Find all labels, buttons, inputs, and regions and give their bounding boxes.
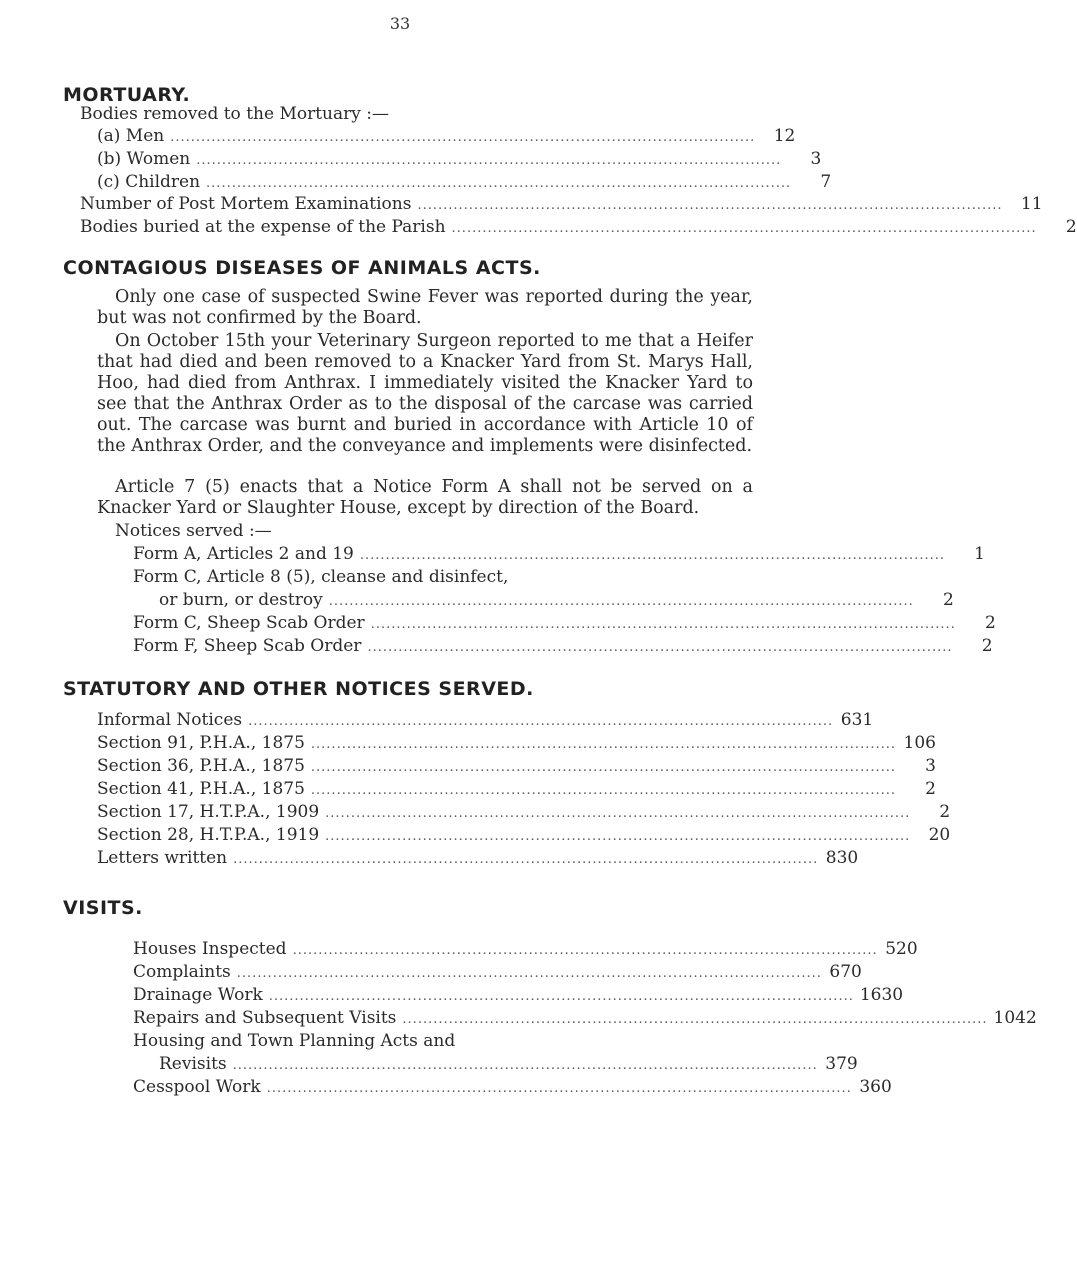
row-value: 2 bbox=[981, 636, 993, 656]
page-number: 33 bbox=[389, 14, 411, 33]
row-value: 12 bbox=[773, 126, 796, 146]
statutory-row bbox=[97, 755, 936, 777]
row-value: 1042 bbox=[993, 1008, 1037, 1028]
leader-dots: .................................................................................................................. bbox=[268, 989, 854, 1004]
statutory-row bbox=[97, 801, 951, 823]
leader-dots: .................................................................................................................. bbox=[325, 829, 911, 844]
leader-dots: .................................................................................................................. bbox=[292, 943, 878, 958]
visits-row bbox=[133, 1076, 892, 1098]
leader-dots: .................................................................................................................. bbox=[310, 737, 896, 752]
row-value: 631 bbox=[840, 710, 874, 730]
row-label: Repairs and Subsequent Visits bbox=[133, 1008, 397, 1028]
row-label: Form A, Articles 2 and 19 bbox=[133, 544, 354, 564]
statutory-row bbox=[97, 732, 936, 754]
row-value: 1 bbox=[974, 544, 985, 564]
leader-dots: .................................................................................................................. bbox=[236, 966, 822, 981]
row-label: (c) Children bbox=[97, 172, 201, 192]
row-value: 7 bbox=[820, 172, 832, 192]
leader-dots: .................................................................................................................. bbox=[248, 714, 834, 729]
row-value: 2 bbox=[984, 613, 996, 633]
row-value: 360 bbox=[859, 1077, 892, 1097]
statutory-row bbox=[97, 824, 951, 846]
leader-dots: .................................................................................................................. bbox=[370, 617, 956, 632]
row-label: Cesspool Work bbox=[133, 1077, 261, 1097]
leader-dots: .................................................................................................................. bbox=[232, 1058, 818, 1073]
leader-dots: .................................................................................................................. bbox=[310, 783, 896, 798]
leader-dots: .................................................................................................................. bbox=[367, 640, 953, 655]
notice-row-label-line1: Form C, Article 8 (5), cleanse and disinfect, bbox=[133, 567, 509, 587]
notice-row bbox=[133, 612, 996, 634]
leader-dots: .................................................................................................................. bbox=[266, 1081, 852, 1096]
leader-dots: .................................................................................................................. bbox=[196, 153, 782, 168]
row-label: or burn, or destroy bbox=[159, 590, 323, 610]
contagious-heading: CONTAGIOUS DISEASES OF ANIMALS ACTS. bbox=[63, 257, 541, 279]
row-label: (b) Women bbox=[97, 149, 191, 169]
row-value: 2 bbox=[1065, 217, 1077, 237]
mortuary-row-children bbox=[97, 171, 832, 193]
contagious-paragraph-2: On October 15th your Veterinary Surgeon reported to me that a Heifer that had died and been removed to a Knacker Yard from St. Marys Hall, Hoo, had died from Anthrax. I immediately visited the Knacker Yard to see that the Anthrax Order as to the disposal of the carcase was carried out. The carcase was burnt and buried in accordance with Article 10 of the Anthrax Order, and the conveyance and implements were disinfected. bbox=[97, 331, 753, 456]
leader-dots: .................................................................................................................. bbox=[451, 221, 1037, 236]
leader-dots: .................................................................................................................. bbox=[325, 806, 911, 821]
row-value: 670 bbox=[829, 962, 862, 982]
row-value: 2 bbox=[939, 802, 951, 822]
mortuary-intro: Bodies removed to the Mortuary :— bbox=[80, 104, 389, 124]
row-label: Bodies buried at the expense of the Parish bbox=[80, 217, 446, 237]
statutory-row bbox=[97, 709, 874, 731]
statutory-heading: STATUTORY AND OTHER NOTICES SERVED. bbox=[63, 678, 534, 700]
row-value: 1630 bbox=[859, 985, 904, 1005]
row-label: Form C, Sheep Scab Order bbox=[133, 613, 365, 633]
row-value: 20 bbox=[928, 825, 951, 845]
statutory-row bbox=[97, 847, 859, 869]
leader-dots: .................................................................................................................. bbox=[359, 548, 945, 563]
mortuary-row-postmortem bbox=[80, 193, 1043, 215]
leader-dots: .................................................................................................................. bbox=[233, 852, 819, 867]
visits-row bbox=[133, 1007, 1037, 1029]
leader-dots: .................................................................................................................. bbox=[417, 198, 1003, 213]
row-label: Drainage Work bbox=[133, 985, 263, 1005]
mortuary-heading: MORTUARY. bbox=[63, 84, 191, 106]
mortuary-row-parish bbox=[80, 216, 1077, 238]
contagious-paragraph-3: Article 7 (5) enacts that a Notice Form A shall not be served on a Knacker Yard or Slaughter House, except by direction of the Board. bbox=[97, 477, 753, 518]
notice-row bbox=[133, 635, 993, 657]
row-label: Section 91, P.H.A., 1875 bbox=[97, 733, 305, 753]
row-value: 2 bbox=[942, 590, 954, 610]
row-label: Complaints bbox=[133, 962, 231, 982]
notice-row bbox=[133, 543, 985, 565]
statutory-row bbox=[97, 778, 936, 800]
row-value: 379 bbox=[825, 1054, 858, 1074]
notice-row bbox=[159, 589, 954, 611]
row-value: 520 bbox=[885, 939, 918, 959]
notices-intro: Notices served :— bbox=[115, 521, 272, 541]
contagious-paragraph-1: Only one case of suspected Swine Fever was reported during the year, but was not confirmed by the Board. bbox=[97, 287, 753, 328]
row-value: 3 bbox=[925, 756, 936, 776]
visits-heading: VISITS. bbox=[63, 897, 143, 919]
row-label: Section 17, H.T.P.A., 1909 bbox=[97, 802, 320, 822]
leader-dots: .................................................................................................................. bbox=[170, 130, 756, 145]
row-label: Letters written bbox=[97, 848, 228, 868]
row-value: 11 bbox=[1020, 194, 1043, 214]
row-label: Section 36, P.H.A., 1875 bbox=[97, 756, 305, 776]
visits-row-label-line1: Housing and Town Planning Acts and bbox=[133, 1031, 456, 1051]
visits-row bbox=[133, 938, 918, 960]
row-label: (a) Men bbox=[97, 126, 165, 146]
visits-row bbox=[133, 961, 862, 983]
row-label: Section 28, H.T.P.A., 1919 bbox=[97, 825, 320, 845]
row-label: Section 41, P.H.A., 1875 bbox=[97, 779, 305, 799]
row-label: Revisits bbox=[159, 1054, 227, 1074]
row-label: Houses Inspected bbox=[133, 939, 287, 959]
row-label: Informal Notices bbox=[97, 710, 243, 730]
visits-row bbox=[133, 984, 904, 1006]
row-value: 106 bbox=[903, 733, 936, 753]
leader-dots: .................................................................................................................. bbox=[402, 1012, 988, 1027]
visits-row bbox=[159, 1053, 858, 1075]
leader-dots: .................................................................................................................. bbox=[310, 760, 896, 775]
row-value: 830 bbox=[825, 848, 859, 868]
row-value: 2 bbox=[925, 779, 936, 799]
leader-dots: .................................................................................................................. bbox=[328, 594, 914, 609]
row-value: 3 bbox=[810, 149, 822, 169]
row-label: Form F, Sheep Scab Order bbox=[133, 636, 362, 656]
leader-dots: .................................................................................................................. bbox=[206, 176, 792, 191]
mortuary-row-men bbox=[97, 125, 796, 147]
mortuary-row-women bbox=[97, 148, 822, 170]
row-label: Number of Post Mortem Examinations bbox=[80, 194, 412, 214]
